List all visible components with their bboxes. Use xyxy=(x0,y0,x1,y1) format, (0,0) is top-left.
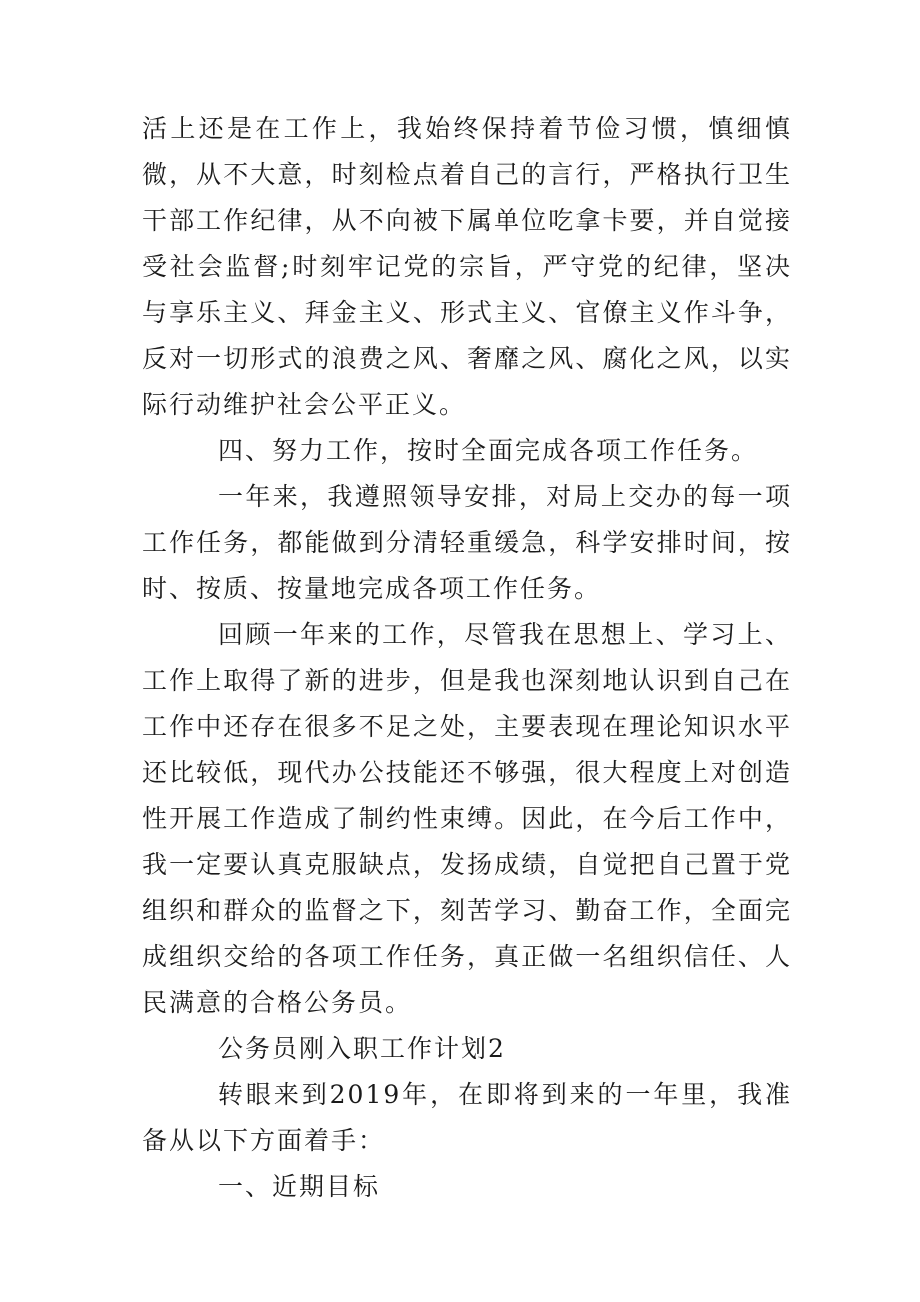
paragraph-2: 一年来，我遵照领导安排，对局上交办的每一项工作任务，都能做到分清轻重缓急，科学安排时间，按时、按质、按量地完成各项工作任务。 xyxy=(142,482,792,603)
paragraph-4: 转眼来到2019年，在即将到来的一年里，我准备从以下方面着手： xyxy=(142,1080,792,1155)
paragraph-3: 回顾一年来的工作，尽管我在思想上、学习上、工作上取得了新的进步，但是我也深刻地认识到自己在工作中还存在很多不足之处，主要表现在理论知识水平还比较低，现代办公技能还不够强，很大程度上对创造性开展工作造成了制约性束缚。因此，在今后工作中，我一定要认真克服缺点，发扬成绩，自觉把自己置于党组织和群众的监督之下，刻苦学习、勤奋工作，全面完成组织交给的各项工作任务，真正做一名组织信任、人民满意的合格公务员。 xyxy=(142,620,792,1017)
document-body xyxy=(142,106,792,1210)
section-heading-1: 一、近期目标 xyxy=(218,1172,381,1201)
paragraph-1: 活上还是在工作上，我始终保持着节俭习惯，慎细慎微，从不大意，时刻检点着自己的言行，严格执行卫生干部工作纪律，从不向被下属单位吃拿卡要，并自觉接受社会监督;时刻牢记党的宗旨，严守党的纪律，坚决与享乐主义、拜金主义、形式主义、官僚主义作斗争，反对一切形式的浪费之风、奢靡之风、腐化之风，以实际行动维护社会公平正义。 xyxy=(142,114,792,419)
section-heading-4: 四、努力工作，按时全面完成各项工作任务。 xyxy=(218,436,759,465)
document-title-2: 公务员刚入职工作计划2 xyxy=(218,1034,506,1063)
